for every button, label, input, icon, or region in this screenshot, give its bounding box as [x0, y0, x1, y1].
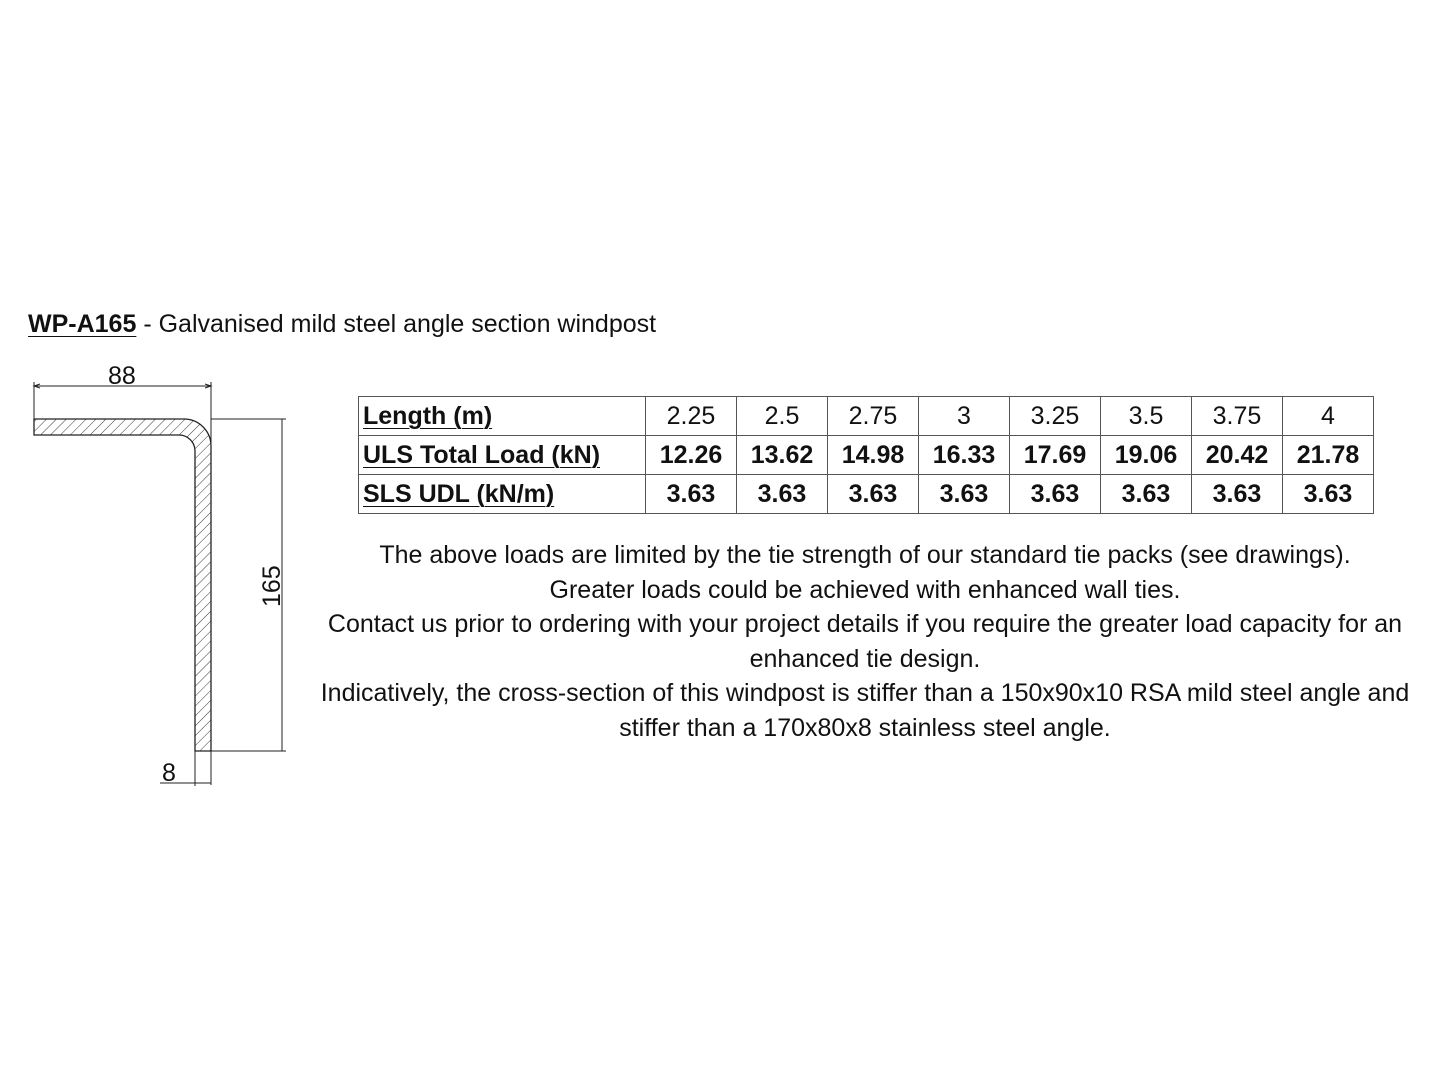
- product-code: WP-A165: [28, 310, 137, 338]
- table-cell: 4: [1283, 397, 1374, 436]
- note-contact: Contact us prior to ordering with your project details if you require the greater load capacity for an enhanced tie design.: [327, 610, 1403, 673]
- note-tie-strength: The above loads are limited by the tie strength of our standard tie packs (see drawings).: [379, 541, 1351, 569]
- table-cell: 14.98: [828, 436, 919, 475]
- title-separator: -: [136, 310, 159, 338]
- load-notes: [306, 538, 1424, 745]
- table-cell: 3.63: [737, 475, 828, 514]
- dimension-label-thickness: 8: [162, 759, 176, 787]
- dimension-label-width: 88: [108, 362, 136, 390]
- table-cell: 3.25: [1010, 397, 1101, 436]
- load-table: [358, 396, 1374, 514]
- table-cell: 3.75: [1192, 397, 1283, 436]
- table-cell: 19.06: [1101, 436, 1192, 475]
- product-description: Galvanised mild steel angle section windpost: [158, 310, 657, 338]
- table-row-sls: [359, 475, 1374, 514]
- table-cell: 3.5: [1101, 397, 1192, 436]
- table-cell: 3.63: [1192, 475, 1283, 514]
- dimension-label-height: 165: [258, 565, 286, 607]
- table-row-uls: [359, 436, 1374, 475]
- note-enhanced-ties: Greater loads could be achieved with enhanced wall ties.: [549, 575, 1181, 604]
- angle-profile: [34, 419, 211, 751]
- angle-section-drawing: [0, 0, 320, 820]
- table-cell: 17.69: [1010, 436, 1101, 475]
- row-header: ULS Total Load (kN): [359, 436, 646, 475]
- table-cell: 3: [919, 397, 1010, 436]
- table-cell: 21.78: [1283, 436, 1374, 475]
- table-cell: 2.5: [737, 397, 828, 436]
- table-cell: 3.63: [1010, 475, 1101, 514]
- table-cell: 3.63: [828, 475, 919, 514]
- table-cell: 2.25: [646, 397, 737, 436]
- table-cell: 16.33: [919, 436, 1010, 475]
- row-header: SLS UDL (kN/m): [359, 475, 646, 514]
- table-cell: 20.42: [1192, 436, 1283, 475]
- dimension-88: [34, 382, 211, 785]
- table-cell: 3.63: [919, 475, 1010, 514]
- table-cell: 3.63: [1283, 475, 1374, 514]
- note-stiffness: Indicatively, the cross-section of this windpost is stiffer than a 150x90x10 RSA mild steel angle and stiffer than a 170x80x8 stainless steel angle.: [320, 679, 1410, 742]
- row-header: Length (m): [359, 397, 646, 436]
- table-cell: 13.62: [737, 436, 828, 475]
- table-cell: 12.26: [646, 436, 737, 475]
- table-cell: 3.63: [646, 475, 737, 514]
- table-cell: 3.63: [1101, 475, 1192, 514]
- table-row-length: [359, 397, 1374, 436]
- table-cell: 2.75: [828, 397, 919, 436]
